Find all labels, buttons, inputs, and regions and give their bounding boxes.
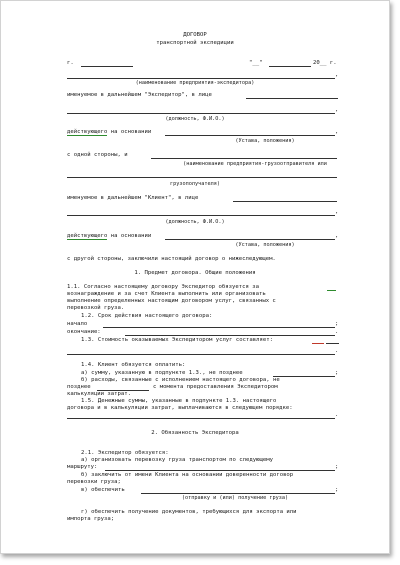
clause-1-4-b-line-2-label: позднее	[67, 384, 91, 390]
clause-2-1-b-line-1: б) заключить от имени Клиента на основании доверенности договор	[81, 472, 294, 478]
client-representative-blank-2	[67, 215, 335, 216]
document-page: ДОГОВОР транспортной экспедиции г. "__" 20__ г. , (наименование предприятия-экспедитора) именуемое в дальнейшем "Экспедитор", в лице , (должность, Ф.И.О.) действующего на основании , (Устава, положения) с одной стороны, и (наименование предприятия-грузоотправителя или грузополучателя) именуемое в дальнейшем "Клиент", в лице , (должность, Ф.И.О.) действующего на основании , (Устава, положения) с другой стороны, заключили настоящий договор о нижеследующем. 1. Предмет договора. Общие положения 1.1. Согласно настоящему договору Экспедитор обязуется за вознаграждение и за счет Клиента выполнить или организовать выполнение определенных настоящим договором услуг, связанных с перевозкой груза. 1.2. Срок действия настоящего договора: начало ; окончание: . 1.3. Стоимость оказываемых Экспедитором услуг составляет: . 1.4. Клиент обязуется оплатить: а) сумму, указанную в подпункте 1.3., не позднее ; б) расходы, связанные с исполнением настоящего договора, не позднее с момента предоставления Экспедитором калькуляции затрат. 1.5. Денежные суммы, указанные в подпункте 1.3. настоящего договора и в калькуляции затрат, выплачиваются в следующем порядке: . 2. Обязанность Экспедитора 2.1. Экспедитор обязуется: а) организовать перевозку груза транспортом по следующему маршруту: ; б) заключить от имени Клиента на основании доверенности договор перевозки груза; в) обеспечить ; (отправку и (или) получение груза) г) обеспечить получение документов, требующихся для экспорта или импорта груза;	[0, 0, 390, 554]
caption-shipper: (наименование предприятия-грузоотправителя или	[183, 161, 327, 167]
spellcheck-mark	[327, 290, 336, 291]
section-2-title: 2. Обязанность Экспедитора	[151, 430, 239, 436]
acting-word-2: действующего	[67, 233, 108, 239]
dispatch-blank	[141, 493, 335, 494]
caption-position-name-2: (должность, Ф.И.О.)	[165, 219, 225, 225]
document-title: ДОГОВОР	[183, 32, 207, 38]
clause-2-1-a-line-1: а) организовать перевозку груза транспортом по следующему	[81, 457, 273, 463]
term-end-label: окончание:	[67, 329, 101, 335]
forwarder-org-blank	[67, 78, 335, 79]
clause-1-3: 1.3. Стоимость оказываемых Экспедитором услуг составляет:	[81, 337, 273, 343]
clause-1-2: 1.2. Срок действия настоящего договора:	[81, 313, 213, 319]
caption-charter: (Устава, положения)	[235, 138, 295, 144]
cost-blank	[326, 343, 339, 344]
caption-charter-2: (Устава, положения)	[235, 242, 295, 248]
caption-dispatch: (отправку и (или) получение груза)	[181, 495, 289, 501]
date-month-blank	[269, 66, 311, 67]
cost-blank-2	[67, 354, 335, 355]
clause-1-1-line-4: перевозкой груза.	[67, 305, 125, 311]
clause-2-1-g-line-2: импорта груза;	[67, 516, 115, 522]
term-start-label: начало	[67, 321, 88, 327]
acting-basis-blank	[165, 135, 335, 136]
concluded-text: с другой стороны, заключили настоящий договор о нижеследующем.	[67, 256, 276, 262]
client-representative-blank	[233, 201, 337, 202]
date-quote: "__"	[249, 60, 263, 66]
clause-1-4: 1.4. Клиент обязуется оплатить:	[81, 362, 186, 368]
clause-2-1-a-line-2: маршруту:	[67, 464, 98, 470]
date-year: 20__ г.	[313, 60, 337, 66]
clause-1-1-line-2: вознаграждение и за счет Клиента выполнить или организовать	[67, 291, 266, 297]
clause-1-4-b-line-2-rest: с момента предоставления Экспедитором	[153, 384, 278, 390]
term-start-blank	[103, 327, 335, 328]
clause-2-1-g-line-1: г) обеспечить получение документов, требующихся для экспорта или	[81, 509, 297, 515]
payment-deadline-blank	[273, 376, 335, 377]
client-intro: именуемое в дальнейшем "Клиент", в лице	[67, 195, 199, 201]
clause-1-5-line-2: договора и в калькуляции затрат, выплачиваются в следующем порядке:	[67, 405, 293, 411]
expeditor-representative-blank	[246, 98, 338, 99]
acting-basis-line: действующего на основании	[67, 129, 152, 135]
acting-basis-blank-2	[165, 239, 335, 240]
acting-basis-line-2: действующего на основании	[67, 233, 152, 239]
clause-1-4-b-line-1: б) расходы, связанные с исполнением настоящего договора, не	[81, 377, 280, 383]
caption-position-name: (должность, Ф.И.О.)	[165, 116, 225, 122]
clause-1-4-a: а) сумму, указанную в подпункте 1.3., не позднее	[81, 370, 243, 376]
payment-order-blank	[67, 418, 335, 419]
expeditor-intro: именуемое в дальнейшем "Экспедитор", в лице	[67, 92, 212, 98]
clause-2-1-v: в) обеспечить	[81, 487, 125, 493]
city-blank	[81, 66, 133, 67]
document-subtitle: транспортной экспедиции	[156, 40, 234, 46]
term-end-blank	[125, 335, 335, 336]
caption-forwarder-org: (наименование предприятия-экспедитора)	[135, 80, 255, 86]
clause-1-4-b-line-3: калькуляции затрат.	[67, 391, 131, 397]
caption-receiver: грузополучателя)	[170, 181, 220, 187]
section-1-title: 1. Предмет договора. Общие положения	[134, 270, 256, 276]
other-party-text: с одной стороны, и	[67, 152, 128, 158]
expeditor-representative-blank-2	[67, 113, 335, 114]
acting-word: действующего	[67, 129, 108, 135]
shipper-blank	[151, 158, 337, 159]
clause-2-1: 2.1. Экспедитор обязуется:	[81, 450, 169, 456]
clause-1-5-line-1: 1.5. Денежные суммы, указанные в подпункте 1.3. настоящего	[81, 398, 277, 404]
clause-2-1-b-line-2: перевозки груза;	[67, 479, 121, 485]
city-prefix: г.	[67, 60, 74, 66]
shipper-blank-2	[67, 177, 337, 178]
clause-1-1-line-3: выполнение определенных настоящим договором услуг, связанных с	[67, 298, 276, 304]
spellcheck-mark-2	[312, 343, 324, 344]
route-blank	[105, 470, 335, 471]
clause-1-1-line-1: 1.1. Согласно настоящему договору Экспедитор обязуется за	[67, 284, 259, 290]
